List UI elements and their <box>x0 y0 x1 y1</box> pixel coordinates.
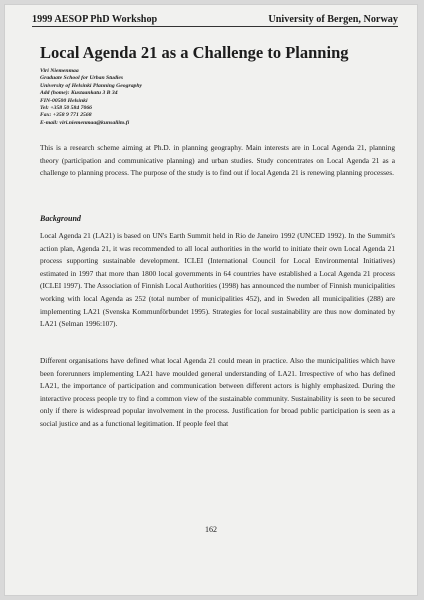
header-left: 1999 AESOP PhD Workshop <box>32 14 158 25</box>
page-sheet <box>4 4 418 596</box>
header-right: University of Bergen, Norway <box>268 14 398 25</box>
author-email: E-mail: viri.niemenmaa@kunsaliito.fi <box>40 119 130 126</box>
paper-title: Local Agenda 21 as a Challenge to Planning <box>40 43 349 62</box>
author-department: University of Helsinki Planning Geography <box>40 82 143 89</box>
background-paragraph-2: Different organisations have defined what local Agenda 21 could mean in practice. Also the municipalities which have been forerunners implementing LA21 have moulded general understanding of LA21. Irrespective of who has defined LA21, the importance of participation and communication between different actors is highly emphasized. During the interactive process people try to find a common view of the sustainable community. Sustainability is seen to be secured only if there is widespread popular involvement in the process. Justification for broad public participation is seen as a social justice and as a functional legitimation. If people feel that <box>40 356 395 428</box>
author-address: Add (home): Kustaankatu 3 B 34 <box>40 90 118 97</box>
background-paragraph-1: Local Agenda 21 (LA21) is based on UN's Earth Summit held in Rio de Janeiro 1992 (UNCED 1992). In the Summit's action plan, Agenda 21, it was recommended to all local authorities in the world to initiate their own Local Agenda 21 process supporting sustainable development. ICLEI (International Council for Local Environmental Initiatives) estimated in 1997 that more than 1800 local governments in 64 countries have established a Local Agenda 21 process (ICLEI 1997). The Association of Finnish Local Authorities (1998) has announced the number of Finnish municipalities working with local Agenda as 252 (total number of municipalities 452), and in Sweden all municipalities (288) are implementing LA21 (Svenska Kommunförbundet 1995). Strategies for local sustainability are thus now dominated by LA21 (Selman 1996:107). <box>40 231 395 329</box>
author-affiliation: Graduate School for Urban Studies <box>40 75 124 82</box>
section-heading-background: Background <box>40 214 81 223</box>
author-name: Viri Niemenmaa <box>40 68 79 74</box>
running-header <box>32 14 398 27</box>
author-tel: Tel: +358 50 584 7066 <box>40 105 93 112</box>
author-fax: Fax: +358 9 771 2568 <box>40 112 92 119</box>
author-block <box>40 68 340 127</box>
author-city: FIN-00500 Helsinki <box>40 97 88 104</box>
abstract-paragraph: This is a research scheme aiming at Ph.D. in planning geography. Main interests are in Local Agenda 21, planning theory (participation and communicative planning) and urban studies. Study concentrates on Local Agenda 21 as a challenge to planning process. The purpose of the study is to find out if local Agenda 21 is renewing planning processes. <box>40 143 395 178</box>
page-number: 162 <box>205 525 217 534</box>
